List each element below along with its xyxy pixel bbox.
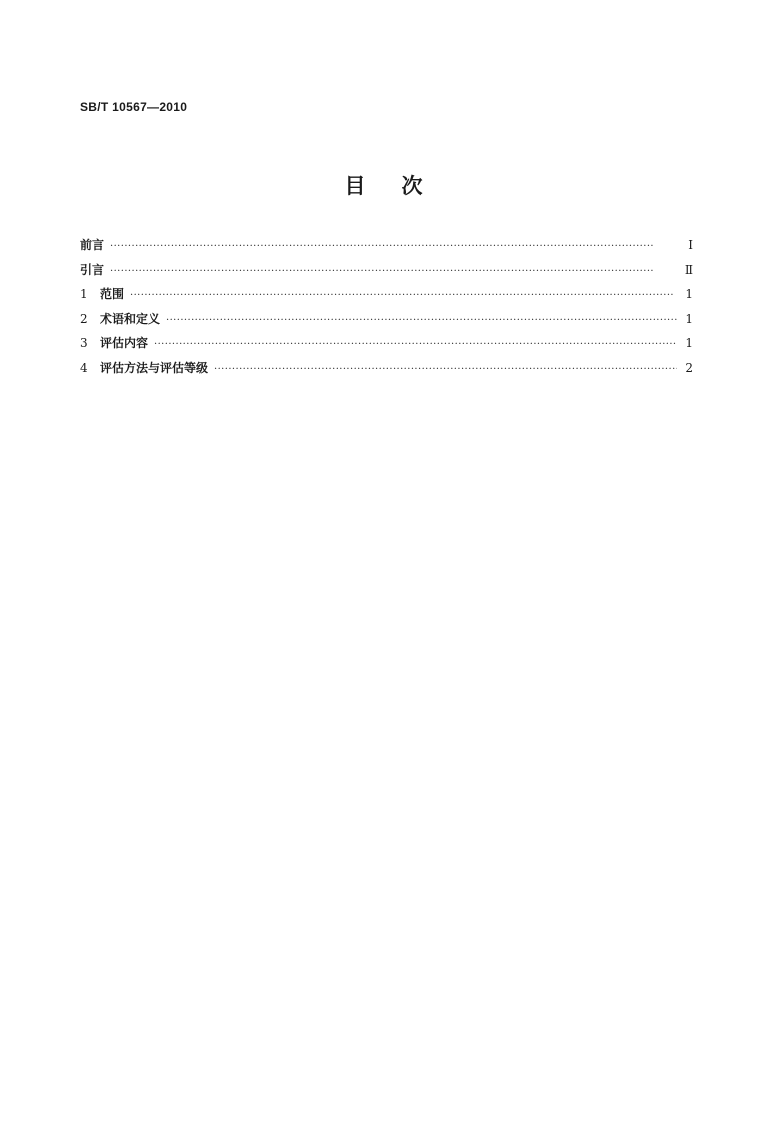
toc-entry-methods-grades[interactable] <box>80 359 693 384</box>
toc-entry-introduction[interactable] <box>80 261 693 286</box>
toc-entry-number: 3 <box>80 336 88 350</box>
toc-leader-dots <box>130 291 677 301</box>
toc-entry-page: 1 <box>685 287 693 301</box>
toc-leader-dots <box>166 316 677 326</box>
toc-entry-page: Ⅱ <box>684 262 693 277</box>
document-code: SB/T 10567—2010 <box>80 100 188 114</box>
toc-entry-label: 范围 <box>100 287 125 301</box>
toc-entry-foreword[interactable] <box>80 236 693 261</box>
toc-leader-dots <box>154 340 677 350</box>
toc-entry-label: 前言 <box>80 238 105 252</box>
toc-entry-page: Ⅰ <box>688 238 693 252</box>
toc-entry-number: 1 <box>80 287 88 301</box>
toc-entry-terms-definitions[interactable] <box>80 310 693 335</box>
toc-entry-label: 术语和定义 <box>100 311 161 326</box>
toc-entry-page: 2 <box>685 360 693 375</box>
table-of-contents <box>80 236 693 383</box>
toc-entry-label: 评估内容 <box>100 336 149 350</box>
toc-entry-number: 2 <box>80 311 88 326</box>
toc-entry-page: 1 <box>685 336 693 350</box>
toc-leader-dots <box>214 365 677 375</box>
toc-entry-assessment-content[interactable] <box>80 334 693 359</box>
toc-title: 目次 <box>344 174 459 198</box>
toc-entry-number: 4 <box>80 360 88 375</box>
toc-entry-label: 评估方法与评估等级 <box>100 360 209 375</box>
toc-leader-dots <box>110 242 677 252</box>
toc-entry-scope[interactable] <box>80 285 693 310</box>
toc-entry-label: 引言 <box>80 262 105 277</box>
toc-leader-dots <box>110 267 677 277</box>
toc-entry-page: 1 <box>685 311 693 326</box>
